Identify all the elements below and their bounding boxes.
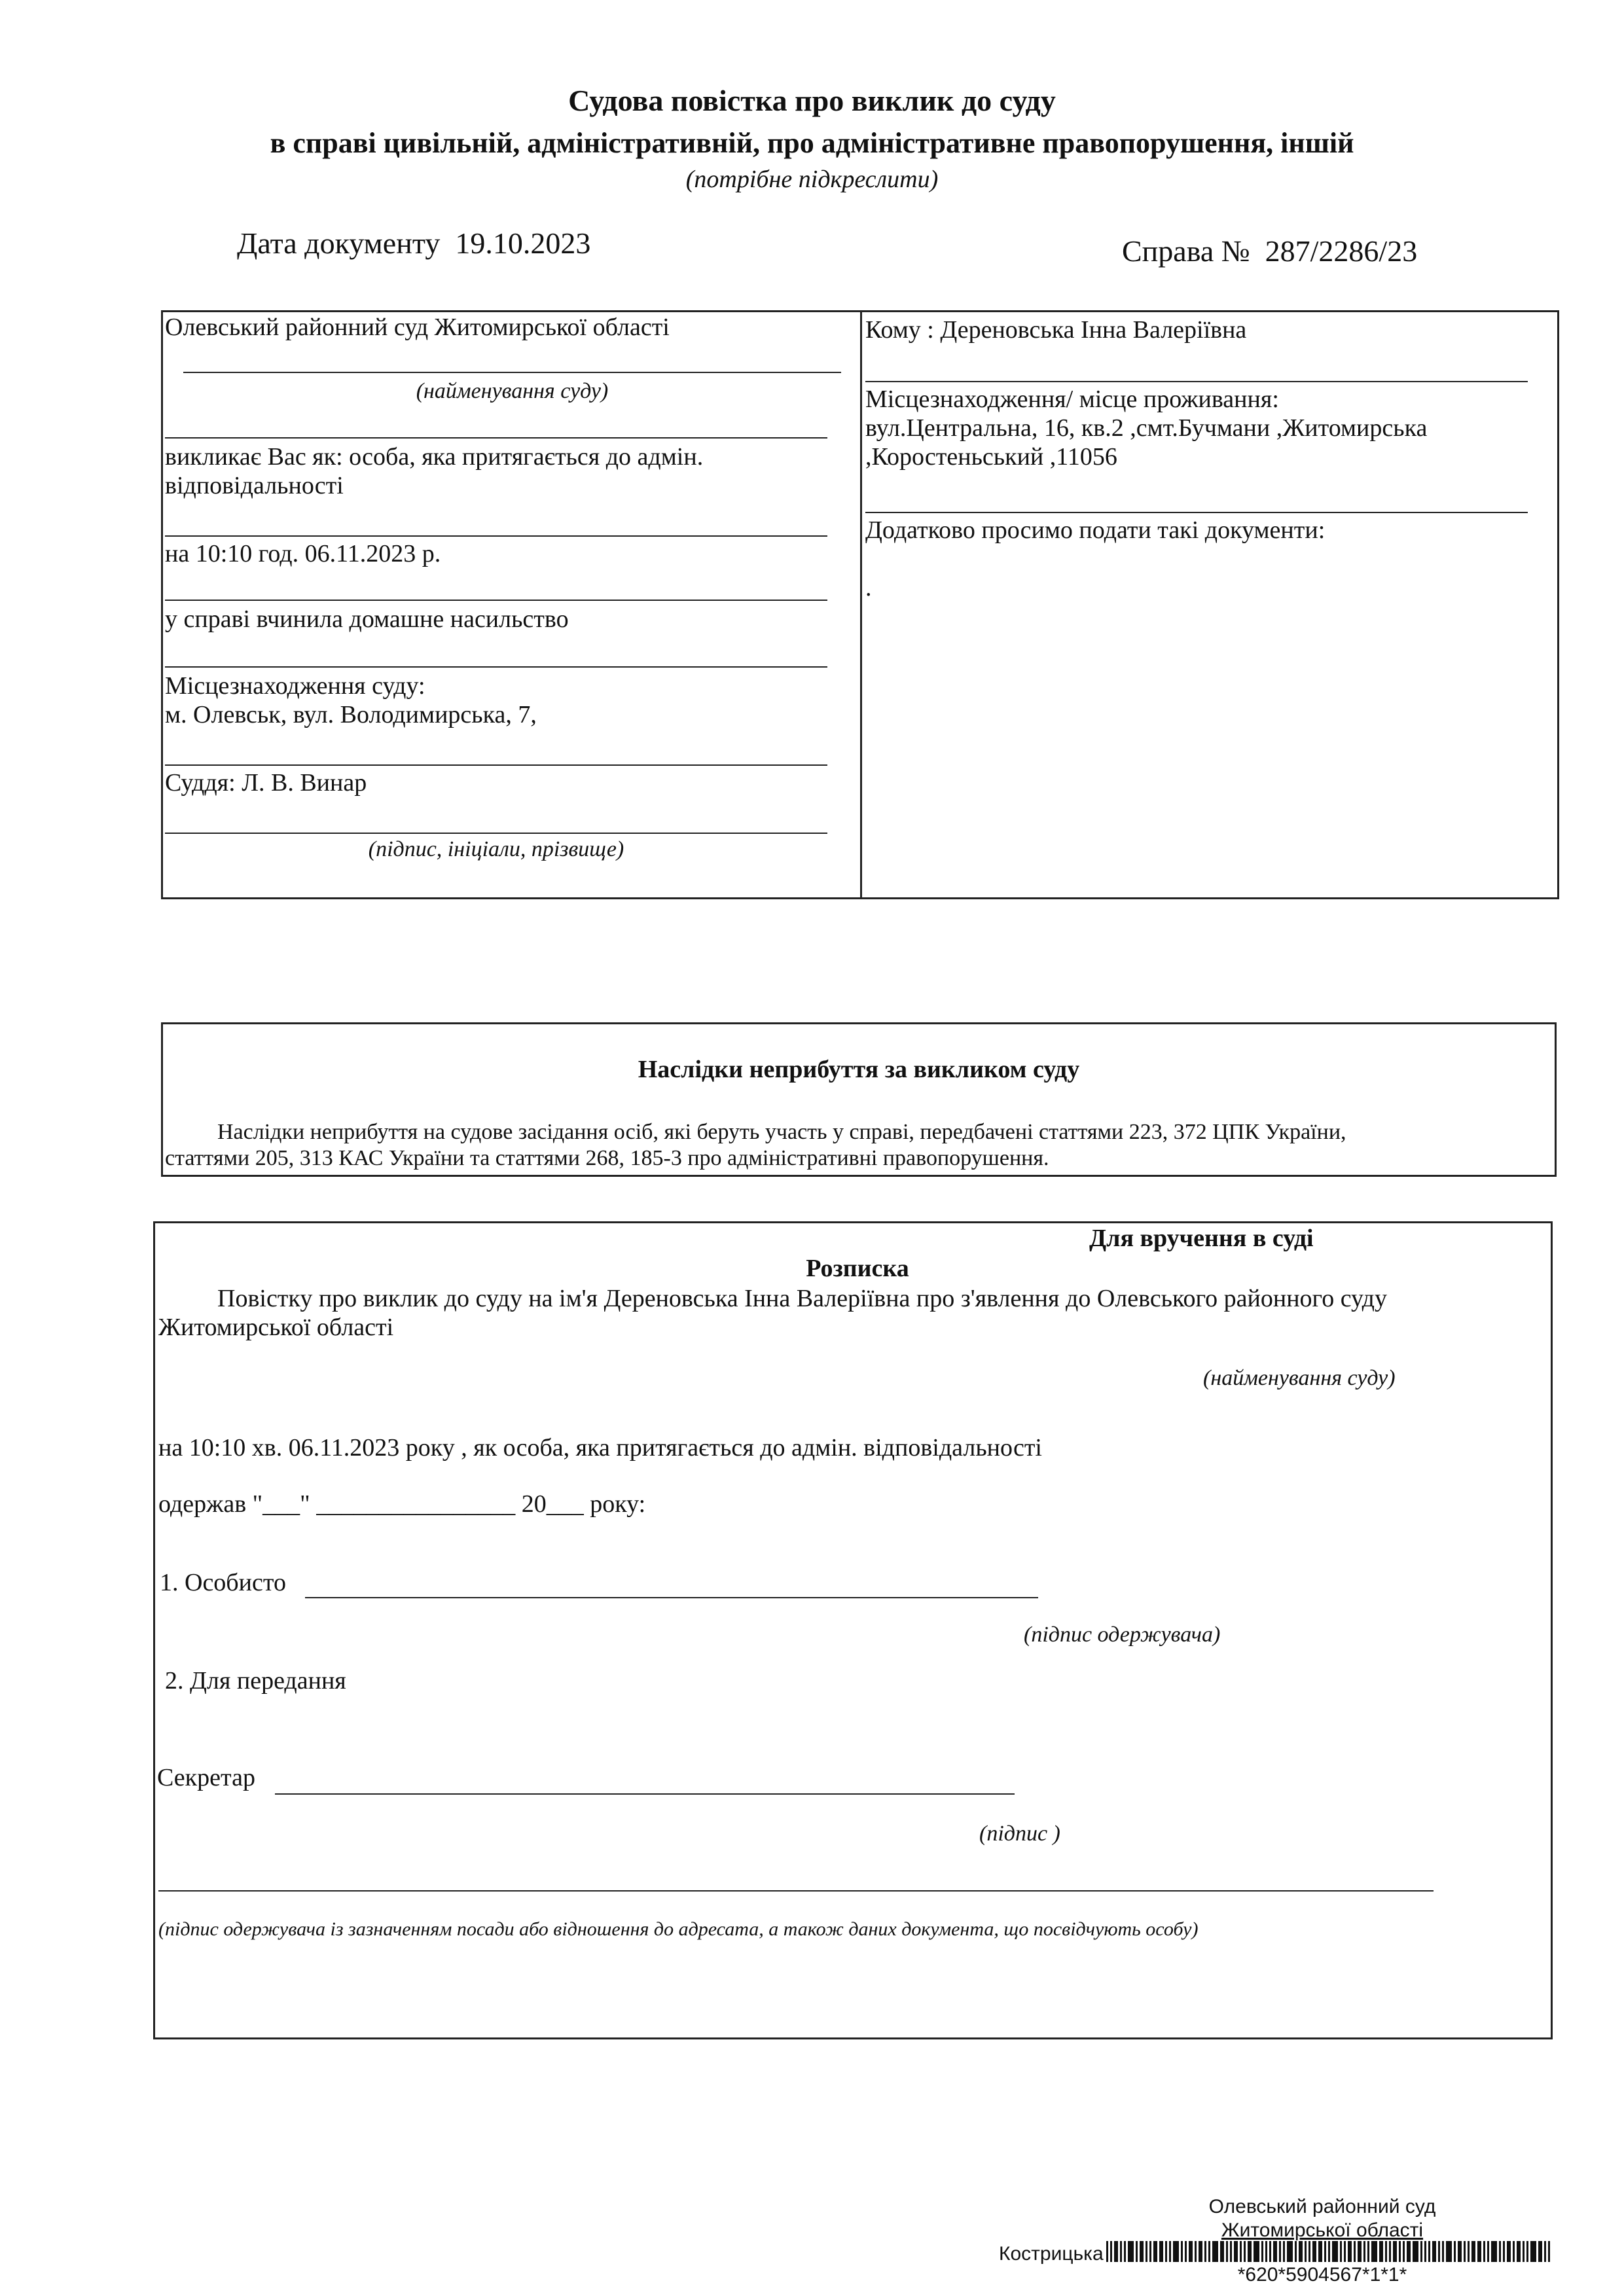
barcode-bar bbox=[1468, 2241, 1470, 2262]
court-name-underline bbox=[183, 372, 841, 373]
barcode-bar bbox=[1114, 2241, 1118, 2262]
barcode-bar bbox=[1254, 2241, 1259, 2262]
court-location bbox=[165, 672, 852, 729]
barcode-bar bbox=[1538, 2241, 1542, 2262]
receipt-intro-line2: Житомирської області bbox=[158, 1314, 394, 1341]
barcode-bar bbox=[1269, 2241, 1271, 2262]
barcode-bar bbox=[1517, 2241, 1521, 2262]
barcode-bar bbox=[1149, 2241, 1151, 2262]
barcode-text: *620*5904567*1*1* bbox=[1237, 2264, 1407, 2286]
court-name: Олевський районний суд Житомирської області bbox=[165, 314, 670, 341]
barcode-bar bbox=[1318, 2241, 1322, 2262]
barcode-bar bbox=[1477, 2241, 1481, 2262]
barcode-bar bbox=[1487, 2241, 1489, 2262]
barcode-bar bbox=[1199, 2241, 1202, 2262]
barcode-bar bbox=[1230, 2241, 1232, 2262]
barcode-bar bbox=[1120, 2241, 1122, 2262]
for-court-delivery: Для вручення в суді bbox=[1089, 1225, 1314, 1252]
barcode-bar bbox=[1513, 2241, 1515, 2262]
barcode-bar bbox=[1491, 2241, 1497, 2262]
address-label: Місцезнаходження/ місце проживання: bbox=[865, 386, 1279, 413]
barcode-bar bbox=[1181, 2241, 1183, 2262]
barcode-bar bbox=[1340, 2241, 1342, 2262]
summons-role-line1: викликає Вас як: особа, яка притягається до адмін. bbox=[165, 443, 704, 471]
document-subtitle: в справі цивільній, адміністративній, про адміністративне правопорушення, іншій bbox=[270, 127, 1354, 159]
barcode-bar bbox=[1332, 2241, 1338, 2262]
barcode-bar bbox=[1548, 2241, 1550, 2262]
receipt-intro-line1: Повістку про виклик до суду на ім'я Дереновська Інна Валеріївна про з'явлення до Олевського районного суду bbox=[217, 1285, 1388, 1312]
barcode-bar bbox=[1153, 2241, 1157, 2262]
barcode-bar bbox=[1344, 2241, 1346, 2262]
barcode-bar bbox=[1424, 2241, 1426, 2262]
stamp-court-line2: Житомирської області bbox=[1221, 2219, 1424, 2241]
barcode-bar bbox=[1169, 2241, 1171, 2262]
barcode-bar bbox=[1265, 2241, 1267, 2262]
barcode-bar bbox=[1407, 2241, 1411, 2262]
date-value: 19.10.2023 bbox=[455, 226, 591, 260]
case-subject: у справі вчинила домашне насильство bbox=[165, 605, 569, 633]
barcode-bar bbox=[1273, 2241, 1277, 2262]
barcode-bar bbox=[1458, 2241, 1462, 2262]
barcode-bar bbox=[1483, 2241, 1485, 2262]
consequences-text-line2: статтями 205, 313 КАС України та статтями 268, 185-3 про адміністративні правопорушення. bbox=[165, 1146, 1049, 1170]
underline-note: (потрібне підкреслити) bbox=[685, 166, 939, 193]
barcode-bar bbox=[1328, 2241, 1330, 2262]
barcode-bar bbox=[1526, 2241, 1528, 2262]
barcode-bar bbox=[1403, 2241, 1405, 2262]
divider-2 bbox=[165, 535, 827, 537]
summons-role bbox=[165, 442, 852, 500]
documents-value: . bbox=[865, 574, 872, 601]
barcode-bar bbox=[1226, 2241, 1228, 2262]
barcode-bar bbox=[1438, 2241, 1440, 2262]
barcode-bar bbox=[1348, 2241, 1352, 2262]
barcode-bar bbox=[1507, 2241, 1511, 2262]
recipient-address bbox=[865, 385, 1556, 471]
barcode-bar bbox=[1379, 2241, 1383, 2262]
barcode-bar bbox=[1530, 2241, 1536, 2262]
secretary-label: Секретар bbox=[157, 1764, 255, 1791]
court-location-value: м. Олевськ, вул. Володимирська, 7, bbox=[165, 701, 537, 728]
summons-role-line2: відповідальності bbox=[165, 472, 344, 499]
received-date-line: одержав "___" ________________ 20___ року: bbox=[158, 1490, 646, 1518]
barcode-bar bbox=[1212, 2241, 1218, 2262]
judge: Суддя: Л. В. Винар bbox=[165, 769, 367, 797]
recipient-signature-line bbox=[158, 1890, 1434, 1892]
barcode-bar bbox=[1471, 2241, 1475, 2262]
barcode bbox=[1106, 2241, 1558, 2262]
documents-request: Додатково просимо подати такі документи: bbox=[865, 516, 1326, 544]
stamp-court-line1: Олевський районний суд bbox=[1208, 2196, 1436, 2217]
transfer-label: 2. Для передання bbox=[165, 1667, 346, 1695]
stamp-name: Кострицька bbox=[999, 2243, 1104, 2265]
document-date bbox=[237, 226, 590, 260]
barcode-bar bbox=[1287, 2241, 1293, 2262]
court-name-caption: (найменування суду) bbox=[416, 379, 609, 403]
barcode-bar bbox=[1124, 2241, 1126, 2262]
barcode-bar bbox=[1204, 2241, 1206, 2262]
personal-signature-line bbox=[305, 1597, 1038, 1598]
barcode-bar bbox=[1248, 2241, 1252, 2262]
barcode-bar bbox=[1279, 2241, 1281, 2262]
divider-4 bbox=[165, 666, 827, 668]
barcode-bar bbox=[1367, 2241, 1369, 2262]
judge-caption: (підпис, ініціали, прізвище) bbox=[368, 837, 624, 861]
barcode-bar bbox=[1136, 2241, 1138, 2262]
personal-label: 1. Особисто bbox=[160, 1569, 286, 1596]
barcode-bar bbox=[1220, 2241, 1224, 2262]
divider-1 bbox=[165, 437, 827, 439]
barcode-bar bbox=[1363, 2241, 1365, 2262]
barcode-bar bbox=[1324, 2241, 1326, 2262]
document-title: Судова повістка про виклик до суду bbox=[568, 84, 1056, 117]
barcode-bar bbox=[1173, 2241, 1179, 2262]
divider-5 bbox=[165, 764, 827, 766]
barcode-bar bbox=[1454, 2241, 1456, 2262]
barcode-bar bbox=[1432, 2241, 1436, 2262]
barcode-bar bbox=[1240, 2241, 1242, 2262]
consequences-text-line1: Наслідки неприбуття на судове засідання осіб, які беруть участь у справі, передбачені статтями 223, 372 ЦПК України, bbox=[217, 1120, 1346, 1144]
barcode-bar bbox=[1128, 2241, 1134, 2262]
judge-signature-line bbox=[165, 833, 827, 834]
receipt-box bbox=[153, 1221, 1553, 2039]
barcode-bar bbox=[1499, 2241, 1501, 2262]
barcode-bar bbox=[1523, 2241, 1525, 2262]
personal-caption: (підпис одержувача) bbox=[1024, 1623, 1221, 1647]
barcode-bar bbox=[1261, 2241, 1263, 2262]
divider-3 bbox=[165, 600, 827, 601]
barcode-bar bbox=[1389, 2241, 1391, 2262]
barcode-bar bbox=[1312, 2241, 1316, 2262]
barcode-bar bbox=[1428, 2241, 1430, 2262]
barcode-bar bbox=[1393, 2241, 1397, 2262]
barcode-bar bbox=[1358, 2241, 1362, 2262]
case-label: Справа № bbox=[1122, 234, 1250, 268]
case-number bbox=[1122, 234, 1417, 268]
receipt-intro bbox=[158, 1284, 1550, 1342]
barcode-bar bbox=[1385, 2241, 1387, 2262]
summons-box-divider bbox=[860, 310, 862, 899]
barcode-bar bbox=[1140, 2241, 1144, 2262]
barcode-bar bbox=[1244, 2241, 1246, 2262]
barcode-bar bbox=[1442, 2241, 1444, 2262]
case-value: 287/2286/23 bbox=[1265, 234, 1418, 268]
secretary-signature-line bbox=[275, 1793, 1015, 1795]
barcode-bar bbox=[1503, 2241, 1505, 2262]
barcode-bar bbox=[1413, 2241, 1418, 2262]
recipient-underline bbox=[865, 381, 1528, 382]
barcode-bar bbox=[1371, 2241, 1377, 2262]
barcode-bar bbox=[1299, 2241, 1303, 2262]
consequences-text bbox=[165, 1119, 1553, 1172]
barcode-bar bbox=[1208, 2241, 1210, 2262]
barcode-bar bbox=[1446, 2241, 1452, 2262]
recipient-signature-caption: (підпис одержувача із зазначенням посади або відношення до адресата, а також даних документа, що посвідчують особу) bbox=[158, 1918, 1199, 1940]
receipt-title: Розписка bbox=[806, 1255, 909, 1282]
barcode-bar bbox=[1283, 2241, 1285, 2262]
barcode-bar bbox=[1165, 2241, 1167, 2262]
hearing-time: на 10:10 год. 06.11.2023 р. bbox=[165, 540, 441, 567]
barcode-bar bbox=[1544, 2241, 1546, 2262]
barcode-bar bbox=[1399, 2241, 1401, 2262]
court-location-label: Місцезнаходження суду: bbox=[165, 672, 425, 700]
barcode-bar bbox=[1464, 2241, 1466, 2262]
receipt-court-caption: (найменування суду) bbox=[1203, 1366, 1396, 1390]
recipient: Кому : Дереновська Інна Валеріївна bbox=[865, 316, 1247, 344]
barcode-bar bbox=[1195, 2241, 1197, 2262]
barcode-bar bbox=[1234, 2241, 1238, 2262]
date-label: Дата документу bbox=[237, 226, 441, 260]
address-underline bbox=[865, 512, 1528, 513]
receipt-time-line: на 10:10 хв. 06.11.2023 року , як особа, яка притягається до адмін. відповідальності bbox=[158, 1434, 1042, 1462]
consequences-title: Наслідки неприбуття за викликом суду bbox=[638, 1056, 1080, 1083]
secretary-caption: (підпис ) bbox=[979, 1821, 1060, 1846]
barcode-bar bbox=[1106, 2241, 1108, 2262]
barcode-bar bbox=[1146, 2241, 1147, 2262]
barcode-bar bbox=[1159, 2241, 1163, 2262]
barcode-bar bbox=[1308, 2241, 1310, 2262]
barcode-bar bbox=[1189, 2241, 1193, 2262]
barcode-bar bbox=[1354, 2241, 1356, 2262]
barcode-bar bbox=[1110, 2241, 1112, 2262]
barcode-bar bbox=[1420, 2241, 1422, 2262]
barcode-bar bbox=[1185, 2241, 1187, 2262]
barcode-bar bbox=[1295, 2241, 1297, 2262]
address-line1: вул.Центральна, 16, кв.2 ,смт.Бучмани ,Житомирська bbox=[865, 414, 1428, 442]
barcode-bar bbox=[1305, 2241, 1307, 2262]
address-line2: ,Коростеньський ,11056 bbox=[865, 443, 1117, 471]
